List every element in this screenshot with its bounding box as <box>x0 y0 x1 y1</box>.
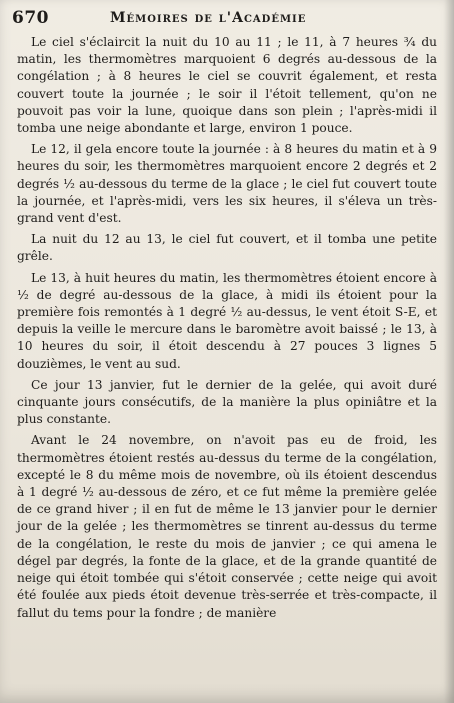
paragraph-1: Le ciel s'éclaircit la nuit du 10 au 11 ; le 11, à 7 heures ¾ du matin, les thermomètres marquoient 6 degrés au-dessous de la congélation ; à 8 heures le ciel se couvrit également, et resta couvert toute la journée ; le soir il l'étoit tellement, qu'on ne pouvoit pas voir la lune, quoique dans son plein ; l'après-midi il tomba une neige abondante et large, environ 1 pouce. <box>17 35 437 136</box>
page-header <box>12 8 442 30</box>
running-title: Mémoires de l'Académie <box>110 10 307 26</box>
paragraph-4: Le 13, à huit heures du matin, les thermomètres étoient encore à ½ de degré au-dessous de la glace, à midi ils étoient pour la première fois remontés à 1 degré ½ au-dessus, le vent étoit S-E, et depuis la veille le mercure dans le baromètre avoit baissé ; le 13, à 10 heures du soir, il étoit descendu à 27 pouces 3 lignes 5 douzièmes, le vent au sud. <box>17 270 437 371</box>
paragraph-2: Le 12, il gela encore toute la journée : à 8 heures du matin et à 9 heures du soir, les thermomètres marquoient encore 2 degrés et 2 degrés ½ au-dessous du terme de la glace ; le ciel fut couvert toute la journée, et l'après-midi, vers les six heures, il s'éleva un très-grand vent d'est. <box>17 142 437 226</box>
paragraph-5: Ce jour 13 janvier, fut le dernier de la gelée, qui avoit duré cinquante jours consécutifs, de la manière la plus opiniâtre et la plus constante. <box>17 377 437 427</box>
paragraph-6: Avant le 24 novembre, on n'avoit pas eu de froid, les thermomètres étoient restés au-dessus du terme de la congélation, excepté le 8 du même mois de novembre, où ils étoient descendus à 1 degré ½ au-dessous de zéro, et ce fut même la première gelée de ce grand hiver ; il en fut de même le 13 janvier pour le dernier jour de la gelée ; les thermomètres se tinrent au-dessus du terme de la congélation, le reste du mois de janvier ; ce qui amena le dégel par degrés, la fonte de la glace, et de la grande quantité de neige qui étoit tombée qui s'étoit conservée ; cette neige qui avoit été foulée aux pieds étoit devenue très-serrée et très-compacte, il fallut du tems pour la fondre ; de manière <box>17 433 437 620</box>
page-number: 670 <box>12 8 49 28</box>
page-edge-shadow <box>444 0 454 703</box>
paragraph-3: La nuit du 12 au 13, le ciel fut couvert, et il tomba une petite grêle. <box>17 232 437 264</box>
body-text <box>17 34 437 626</box>
